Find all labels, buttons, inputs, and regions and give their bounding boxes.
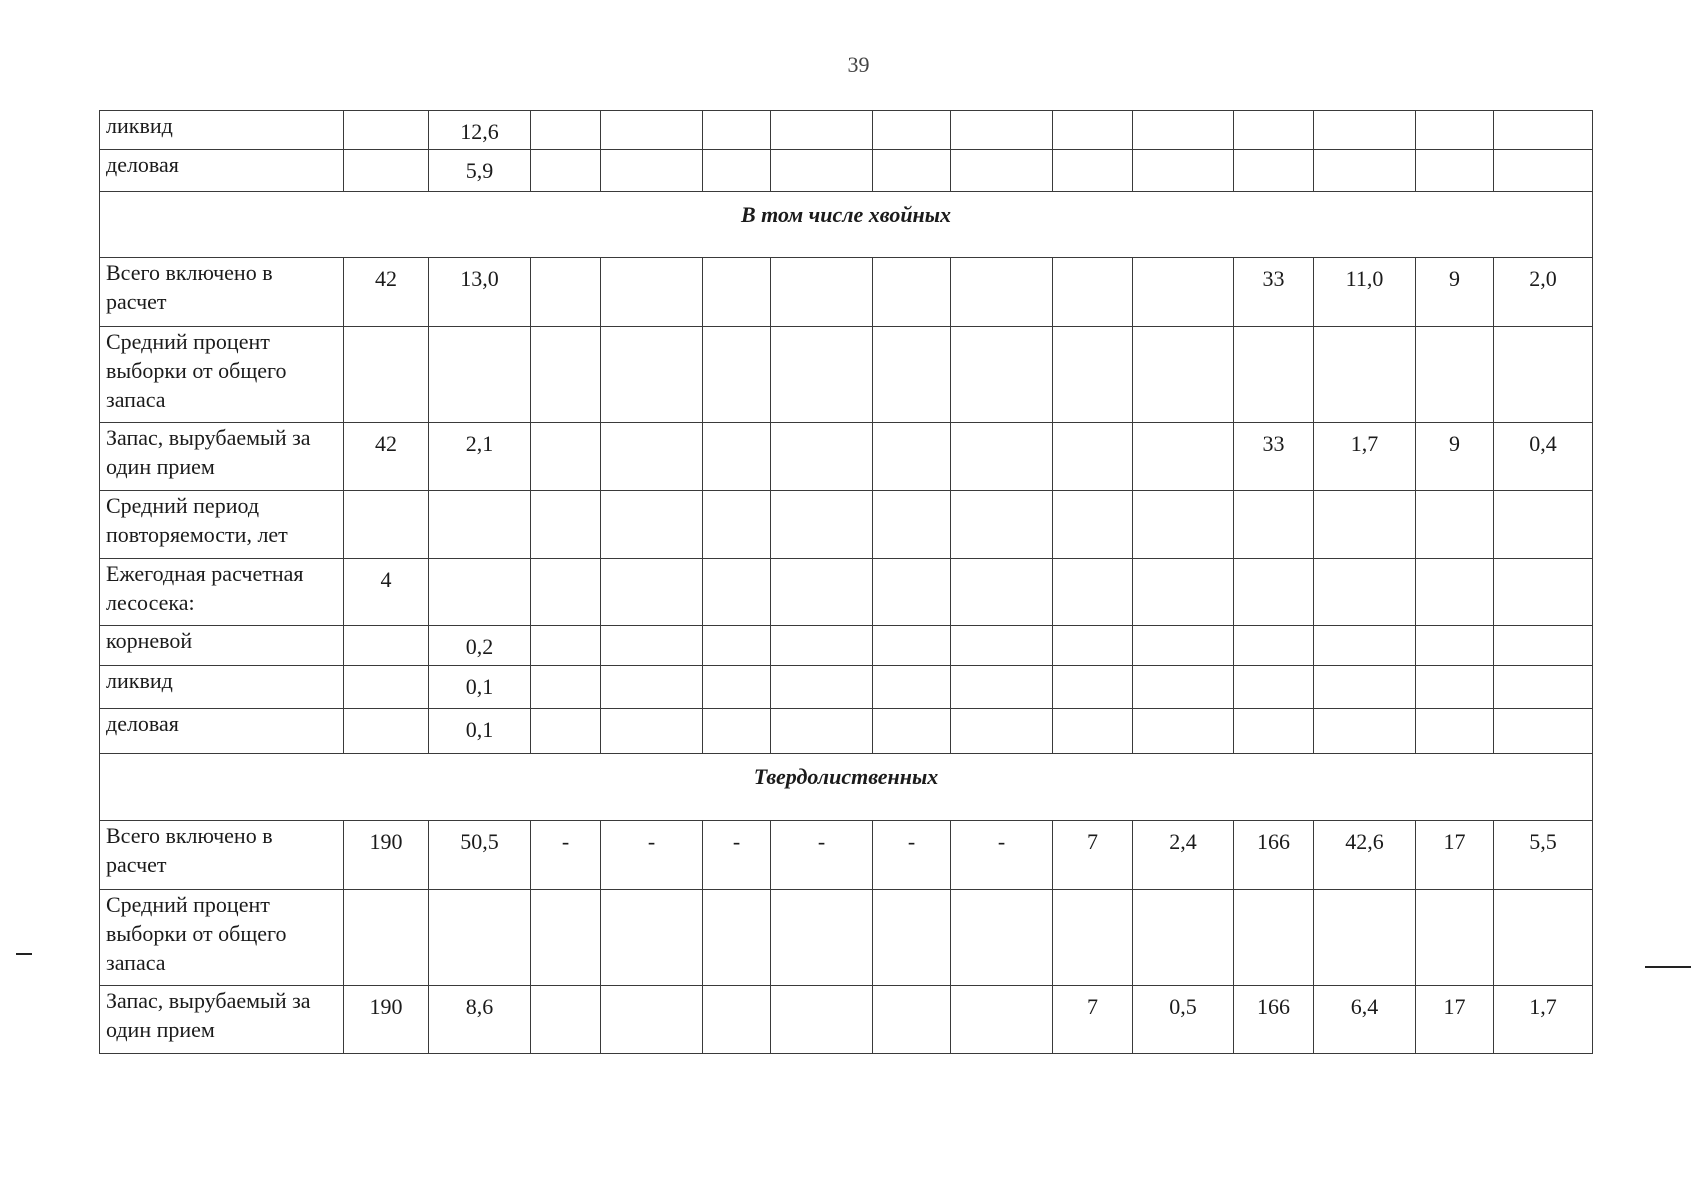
value-cell xyxy=(1494,890,1593,986)
value-cell: 6,4 xyxy=(1314,986,1416,1054)
row-label-cell: Средний процент выборки от общего запаса xyxy=(100,890,344,986)
row-label-cell: ликвид xyxy=(100,111,344,150)
value-cell xyxy=(1053,491,1133,559)
value-cell xyxy=(703,327,771,423)
value-cell xyxy=(344,491,429,559)
table-row xyxy=(100,666,1593,709)
value-cell xyxy=(344,150,429,192)
value-cell xyxy=(951,327,1053,423)
value-cell: 33 xyxy=(1234,423,1314,491)
value-cell xyxy=(771,666,873,709)
value-cell xyxy=(1494,559,1593,626)
value-cell: 4 xyxy=(344,559,429,626)
value-cell xyxy=(531,258,601,327)
value-cell xyxy=(1234,666,1314,709)
value-cell xyxy=(703,709,771,754)
value-cell xyxy=(1314,666,1416,709)
row-label-cell: деловая xyxy=(100,150,344,192)
value-cell xyxy=(1314,327,1416,423)
value-cell xyxy=(531,559,601,626)
value-cell xyxy=(1053,666,1133,709)
value-cell xyxy=(531,890,601,986)
value-cell xyxy=(873,491,951,559)
value-cell xyxy=(601,626,703,666)
value-cell xyxy=(1314,709,1416,754)
value-cell xyxy=(1053,327,1133,423)
value-cell xyxy=(531,150,601,192)
value-cell xyxy=(344,327,429,423)
value-cell xyxy=(1133,150,1234,192)
value-cell xyxy=(771,559,873,626)
value-cell xyxy=(1416,150,1494,192)
value-cell: 9 xyxy=(1416,423,1494,491)
row-label-cell: Запас, вырубаемый за один прием xyxy=(100,986,344,1054)
value-cell xyxy=(531,986,601,1054)
value-cell xyxy=(1416,327,1494,423)
value-cell xyxy=(531,626,601,666)
value-cell xyxy=(873,666,951,709)
table-row xyxy=(100,258,1593,327)
value-cell xyxy=(771,709,873,754)
row-label-cell: Всего включено в расчет xyxy=(100,258,344,327)
value-cell xyxy=(951,150,1053,192)
value-cell: 7 xyxy=(1053,986,1133,1054)
value-cell xyxy=(703,890,771,986)
value-cell xyxy=(1234,150,1314,192)
value-cell: 0,1 xyxy=(429,666,531,709)
section-title: В том числе хвойных xyxy=(100,192,1593,258)
value-cell: 190 xyxy=(344,986,429,1054)
table-row xyxy=(100,709,1593,754)
value-cell xyxy=(344,111,429,150)
value-cell xyxy=(1053,626,1133,666)
value-cell xyxy=(1314,491,1416,559)
value-cell xyxy=(1314,890,1416,986)
value-cell xyxy=(1494,709,1593,754)
value-cell xyxy=(1314,626,1416,666)
value-cell xyxy=(703,258,771,327)
value-cell xyxy=(1234,559,1314,626)
value-cell xyxy=(429,327,531,423)
value-cell xyxy=(531,111,601,150)
value-cell xyxy=(1234,491,1314,559)
value-cell xyxy=(771,423,873,491)
value-cell xyxy=(1133,626,1234,666)
value-cell xyxy=(1053,111,1133,150)
value-cell xyxy=(951,709,1053,754)
value-cell xyxy=(1053,423,1133,491)
forest-harvest-table xyxy=(99,110,1593,1054)
value-cell xyxy=(1133,709,1234,754)
table-row xyxy=(100,821,1593,890)
value-cell xyxy=(1416,709,1494,754)
row-label-cell: ликвид xyxy=(100,666,344,709)
value-cell: - xyxy=(771,821,873,890)
value-cell xyxy=(951,986,1053,1054)
value-cell xyxy=(429,491,531,559)
value-cell xyxy=(873,626,951,666)
value-cell: 12,6 xyxy=(429,111,531,150)
value-cell: - xyxy=(703,821,771,890)
value-cell xyxy=(1234,890,1314,986)
value-cell xyxy=(601,986,703,1054)
value-cell xyxy=(531,327,601,423)
margin-mark-right xyxy=(1645,966,1691,968)
value-cell xyxy=(951,423,1053,491)
value-cell xyxy=(1416,559,1494,626)
value-cell xyxy=(873,258,951,327)
value-cell: 8,6 xyxy=(429,986,531,1054)
value-cell xyxy=(1053,150,1133,192)
value-cell xyxy=(951,111,1053,150)
table-row xyxy=(100,150,1593,192)
value-cell xyxy=(531,709,601,754)
value-cell: 0,1 xyxy=(429,709,531,754)
value-cell xyxy=(1133,423,1234,491)
value-cell xyxy=(1234,111,1314,150)
row-label-cell: Ежегодная расчетная лесосека: xyxy=(100,559,344,626)
value-cell xyxy=(601,150,703,192)
value-cell xyxy=(601,890,703,986)
value-cell xyxy=(951,559,1053,626)
value-cell xyxy=(1416,626,1494,666)
table-row xyxy=(100,423,1593,491)
section-header-row xyxy=(100,192,1593,258)
value-cell xyxy=(873,150,951,192)
value-cell xyxy=(771,491,873,559)
value-cell: - xyxy=(873,821,951,890)
value-cell xyxy=(1314,150,1416,192)
value-cell xyxy=(344,626,429,666)
value-cell xyxy=(1494,626,1593,666)
value-cell xyxy=(771,890,873,986)
table-row xyxy=(100,491,1593,559)
value-cell: 17 xyxy=(1416,821,1494,890)
value-cell xyxy=(531,491,601,559)
value-cell xyxy=(1494,666,1593,709)
value-cell xyxy=(1133,327,1234,423)
value-cell xyxy=(703,559,771,626)
value-cell xyxy=(1133,258,1234,327)
row-label-cell: Всего включено в расчет xyxy=(100,821,344,890)
value-cell: 11,0 xyxy=(1314,258,1416,327)
value-cell xyxy=(873,423,951,491)
value-cell xyxy=(1494,150,1593,192)
value-cell xyxy=(1314,559,1416,626)
value-cell: - xyxy=(531,821,601,890)
value-cell xyxy=(344,709,429,754)
value-cell xyxy=(1053,258,1133,327)
value-cell: 50,5 xyxy=(429,821,531,890)
value-cell: 190 xyxy=(344,821,429,890)
value-cell xyxy=(951,890,1053,986)
value-cell: 17 xyxy=(1416,986,1494,1054)
value-cell xyxy=(703,491,771,559)
value-cell xyxy=(951,626,1053,666)
value-cell xyxy=(951,491,1053,559)
value-cell xyxy=(429,559,531,626)
value-cell xyxy=(1494,111,1593,150)
value-cell xyxy=(771,258,873,327)
table-row xyxy=(100,986,1593,1054)
section-header-row xyxy=(100,754,1593,821)
value-cell: - xyxy=(951,821,1053,890)
row-label-cell: Средний период повторяемости, лет xyxy=(100,491,344,559)
row-label-cell: деловая xyxy=(100,709,344,754)
value-cell xyxy=(1494,491,1593,559)
value-cell: 0,5 xyxy=(1133,986,1234,1054)
table-row xyxy=(100,559,1593,626)
value-cell: 2,1 xyxy=(429,423,531,491)
value-cell: 42 xyxy=(344,423,429,491)
value-cell xyxy=(1133,491,1234,559)
value-cell xyxy=(771,986,873,1054)
value-cell xyxy=(703,666,771,709)
value-cell xyxy=(1416,890,1494,986)
value-cell xyxy=(1053,709,1133,754)
value-cell xyxy=(344,666,429,709)
page-number: 39 xyxy=(847,52,870,77)
value-cell: 7 xyxy=(1053,821,1133,890)
value-cell: 1,7 xyxy=(1494,986,1593,1054)
value-cell xyxy=(601,491,703,559)
value-cell xyxy=(951,258,1053,327)
value-cell xyxy=(703,111,771,150)
value-cell xyxy=(703,626,771,666)
value-cell: 166 xyxy=(1234,986,1314,1054)
value-cell xyxy=(771,150,873,192)
value-cell: 33 xyxy=(1234,258,1314,327)
table-row xyxy=(100,890,1593,986)
table-row xyxy=(100,626,1593,666)
value-cell: 42 xyxy=(344,258,429,327)
value-cell xyxy=(703,423,771,491)
value-cell xyxy=(601,666,703,709)
value-cell xyxy=(873,559,951,626)
value-cell xyxy=(873,890,951,986)
value-cell xyxy=(531,666,601,709)
value-cell xyxy=(1416,491,1494,559)
value-cell: 0,2 xyxy=(429,626,531,666)
value-cell xyxy=(531,423,601,491)
value-cell xyxy=(601,258,703,327)
value-cell xyxy=(1416,111,1494,150)
value-cell xyxy=(873,709,951,754)
value-cell xyxy=(1133,666,1234,709)
value-cell xyxy=(951,666,1053,709)
value-cell xyxy=(873,327,951,423)
value-cell xyxy=(873,111,951,150)
value-cell xyxy=(1053,559,1133,626)
value-cell xyxy=(873,986,951,1054)
value-cell xyxy=(1494,327,1593,423)
row-label-cell: Средний процент выборки от общего запаса xyxy=(100,327,344,423)
value-cell xyxy=(703,986,771,1054)
value-cell xyxy=(601,709,703,754)
value-cell xyxy=(1133,890,1234,986)
value-cell: 2,0 xyxy=(1494,258,1593,327)
margin-mark-left xyxy=(16,953,32,955)
value-cell xyxy=(1053,890,1133,986)
value-cell: - xyxy=(601,821,703,890)
value-cell xyxy=(1234,709,1314,754)
value-cell xyxy=(1234,327,1314,423)
value-cell xyxy=(601,423,703,491)
value-cell: 5,5 xyxy=(1494,821,1593,890)
value-cell xyxy=(1234,626,1314,666)
value-cell xyxy=(429,890,531,986)
value-cell xyxy=(601,559,703,626)
value-cell: 5,9 xyxy=(429,150,531,192)
value-cell: 2,4 xyxy=(1133,821,1234,890)
value-cell: 1,7 xyxy=(1314,423,1416,491)
value-cell xyxy=(1416,666,1494,709)
value-cell xyxy=(1133,559,1234,626)
value-cell xyxy=(344,890,429,986)
value-cell xyxy=(703,150,771,192)
value-cell xyxy=(1314,111,1416,150)
value-cell: 0,4 xyxy=(1494,423,1593,491)
value-cell xyxy=(771,327,873,423)
value-cell xyxy=(1133,111,1234,150)
value-cell: 9 xyxy=(1416,258,1494,327)
value-cell xyxy=(771,111,873,150)
row-label-cell: корневой xyxy=(100,626,344,666)
table-row xyxy=(100,111,1593,150)
value-cell xyxy=(771,626,873,666)
value-cell: 42,6 xyxy=(1314,821,1416,890)
value-cell xyxy=(601,327,703,423)
value-cell: 13,0 xyxy=(429,258,531,327)
value-cell: 166 xyxy=(1234,821,1314,890)
table-row xyxy=(100,327,1593,423)
section-title: Твердолиственных xyxy=(100,754,1593,821)
value-cell xyxy=(601,111,703,150)
row-label-cell: Запас, вырубаемый за один прием xyxy=(100,423,344,491)
